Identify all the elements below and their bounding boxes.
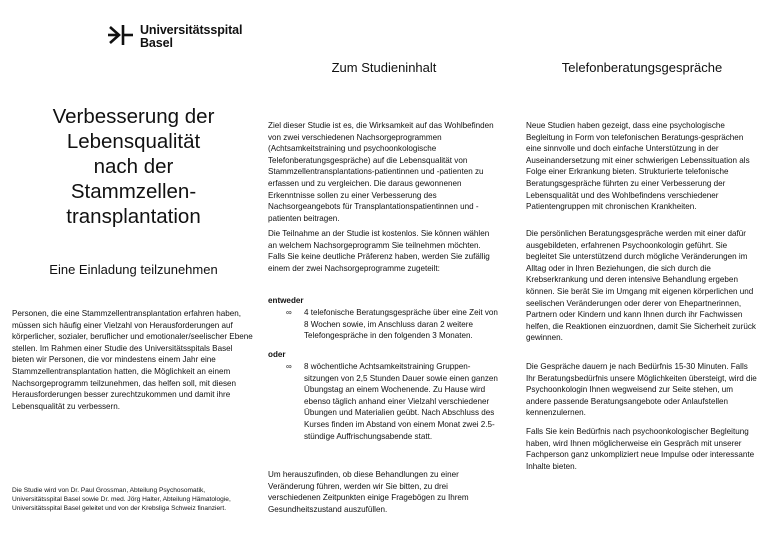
option-telephone bbox=[286, 307, 500, 342]
right-column bbox=[526, 0, 758, 542]
invitation-subtitle: Eine Einladung teilzunehmen bbox=[49, 262, 218, 277]
counseling-personal-paragraph: Die persönlichen Beratungsgespräche werden mit einer dafür ausgebildeten, erfahrenen Psychoonkologin geführt. Sie begleitet Sie unterstützend durch mögliche Veränderungen im Alltag oder in Ihren Beziehungen, die sich durch die Krebserkrankung und deren intensive Behandlung ergeben können. Sie berät Sie im Umgang mit eigenen körperlichen und seelischen Veränderungen oder derer von Ehepartnerinnen, Partnern oder Kindern und kann Ihnen durch ihr Fachwissen helfen, die Reaktionen einzuordnen, damit Sie Sicherheit zurück gewinnen. bbox=[526, 229, 756, 343]
title-line: Lebensqualität bbox=[66, 130, 201, 153]
intro-paragraph: Personen, die eine Stammzellentransplantation erfahren haben, müssen sich häufig einer Vielzahl von Herausforderungen auf körperlicher, sozialer, beruflicher und emotionaler/seelischer Ebene stellen. Im Rahmen einer Studie des Universitätsspitals Basel bieten wir Personen, die vor mindestens einem Jahr eine Stammzellentransplantation hatten, die Möglichkeit an einem Nachsorgeprogramm teilzunehmen, das helfen soll, mit diesen Herausforderungen besser zurechtzukommen und damit ihre Lebensqualität zu verbessern. bbox=[12, 309, 253, 411]
logo bbox=[108, 20, 268, 54]
logo-line-2: Basel bbox=[140, 36, 173, 50]
study-aim-paragraph: Ziel dieser Studie ist es, die Wirksamkeit auf das Wohlbefinden von zwei verschiedenen Nachsorgeprogrammen (Achtsamkeitstraining und psychoonkologische Telefonberatungsgespräche) auf die Lebensqualität von Stammzellentransplantations-patientinnen und -patienten zu erfassen und zu vergleichen. Die daraus gewonnenen Erkenntnisse sollen zu einer Verbesserung des Nachsorgeangebots für Transplantationspatientinnen und -patienten beitragen. bbox=[268, 121, 494, 223]
brochure-title bbox=[12, 104, 255, 229]
middle-column bbox=[268, 0, 500, 542]
title-line: transplantation bbox=[66, 205, 201, 228]
study-content-heading: Zum Studieninhalt bbox=[331, 60, 437, 75]
counseling-studies-paragraph: Neue Studien haben gezeigt, dass eine psychologische Begleitung in Form von telefonischen Beratungs-gesprächen eine sinnvolle und doch einfache Unterstützung in der Auseinandersetzung mit einer schwierigen Lebenssituation als Folge einer Erkrankung bieten. Strukturierte telefonische Beratungsgespräche führten zu einer Verbesserung der Lebensqualität und des Wohlbefindens verschiedener Patientengruppen mit chronischen Krankheiten. bbox=[526, 121, 750, 212]
hospital-logo-icon bbox=[108, 24, 134, 46]
left-column bbox=[12, 0, 255, 542]
logo-line-1: Universitätsspital bbox=[140, 23, 243, 37]
option-mindfulness bbox=[286, 361, 500, 442]
title-line: Stammzellen- bbox=[70, 180, 197, 203]
telephone-counseling-heading: Telefonberatungsgespräche bbox=[561, 60, 723, 75]
option-mindfulness-text: 8 wöchentliche Achtsamkeitstraining Gruppen-sitzungen von 2,5 Stunden Dauer sowie einen ganzen Übungstag an einem Wochenende. Zu Hause wird ebenso täglich anhand einer Vielzahl verschiedener Übungen und Materialien geübt. Nach Abschluss des Kurses finden im Abstand von einem Monat zwei 2.5-stündige Auffrischungsabende statt. bbox=[304, 362, 498, 441]
funding-footnote: Die Studie wird von Dr. Paul Grossman, Abteilung Psychosomatik, Universitätsspital Basel sowie Dr. med. Jörg Halter, Abteilung Hämatologie, Universitätsspital Basel geleitet und von der Krebsliga Schweiz finanziert. bbox=[12, 487, 231, 512]
infinity-bullet-icon: ∞ bbox=[286, 308, 292, 317]
questionnaire-paragraph: Um herauszufinden, ob diese Behandlungen zu einer Veränderung führen, werden wir Sie bitten, zu drei verschiedenen Zeitpunkten einige Fragebögen zu Ihrem Gesundheitszustand auszufüllen. bbox=[268, 470, 469, 514]
counseling-no-need-paragraph: Falls Sie kein Bedürfnis nach psychoonkologischer Begleitung haben, wird Ihnen möglicherweise ein Gespräch mit unserer Fachperson ganz unkompliziert neue Impulse oder interessante Inhalte bieten. bbox=[526, 427, 755, 471]
title-line: Verbesserung der bbox=[52, 105, 215, 128]
participation-paragraph: Die Teilnahme an der Studie ist kostenlos. Sie können wählen an welchem Nachsorgeprogramm Sie teilnehmen möchten. Falls Sie keine deutliche Präferenz haben, werden Sie zufällig einem der zwei Nachsorgeprogramme zugeteilt: bbox=[268, 229, 490, 273]
infinity-bullet-icon: ∞ bbox=[286, 362, 292, 371]
logo-text bbox=[140, 24, 242, 50]
title-line: nach der bbox=[93, 155, 174, 178]
option-label-either: entweder bbox=[268, 296, 304, 305]
counseling-duration-paragraph: Die Gespräche dauern je nach Bedürfnis 15-30 Minuten. Falls Ihr Beratungsbedürfnis unsere Möglichkeiten übersteigt, wird die Psychoonkologin Ihnen wegweisend zur Seite stehen, um andere passende Beratungsangebote oder Anlaufstellen kennenzulernen. bbox=[526, 362, 757, 418]
option-label-or: oder bbox=[268, 350, 286, 359]
option-telephone-text: 4 telefonische Beratungsgespräche über eine Zeit von 8 Wochen sowie, im Anschluss daran 2 weitere Telefongespräche in den folgenden 3 Monaten. bbox=[304, 308, 498, 341]
